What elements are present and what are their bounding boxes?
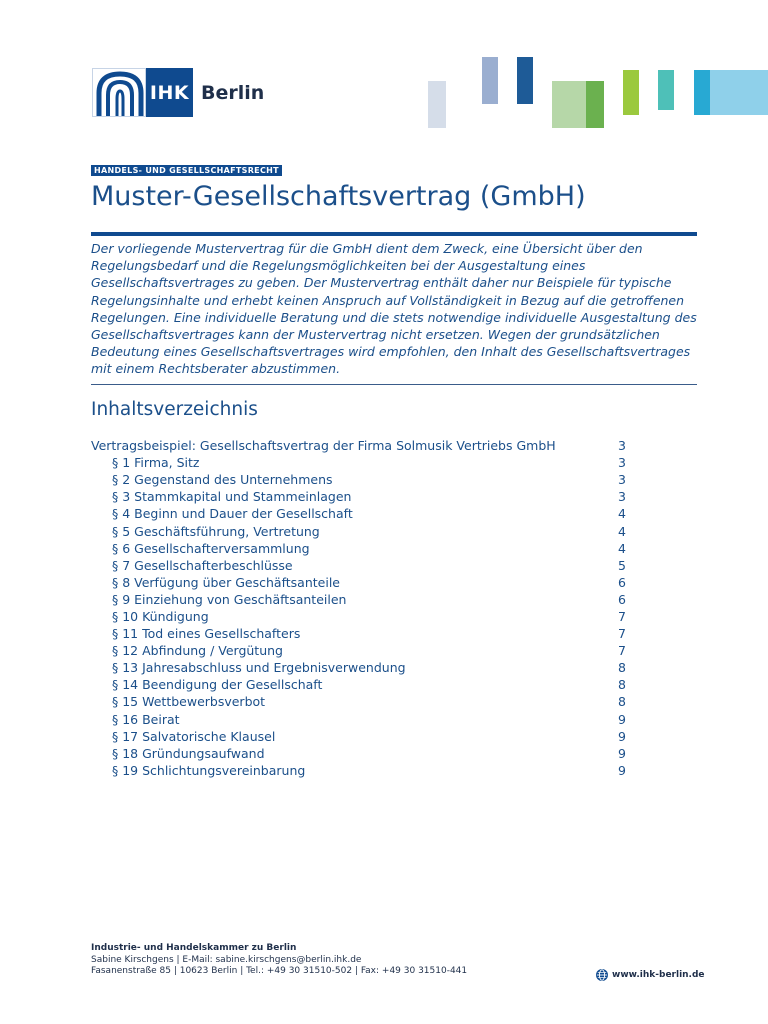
toc-heading: Inhaltsverzeichnis: [91, 399, 258, 420]
toc-entry-label[interactable]: Vertragsbeispiel: Gesellschaftsvertrag der Firma Solmusik Vertriebs GmbH: [91, 438, 556, 454]
toc-entry[interactable]: [91, 505, 631, 522]
toc-entry[interactable]: [91, 659, 631, 676]
accent-bar: [710, 70, 768, 115]
website-link[interactable]: [596, 969, 705, 981]
accent-bar: [482, 57, 498, 104]
toc-entry[interactable]: [91, 608, 631, 625]
logo-city: Berlin: [193, 68, 263, 117]
toc-entry-page: 9: [618, 745, 626, 761]
toc-entry[interactable]: [91, 437, 631, 454]
toc-entry-page: 4: [618, 523, 626, 539]
toc-entry-label[interactable]: § 3 Stammkapital und Stammeinlagen: [112, 489, 352, 505]
toc-entry-page: 4: [618, 540, 626, 556]
toc-entry-page: 9: [618, 711, 626, 727]
toc-entry-page: 7: [618, 626, 626, 642]
toc-entry-label[interactable]: § 16 Beirat: [112, 711, 180, 727]
toc-entry-label[interactable]: § 4 Beginn und Dauer der Gesellschaft: [112, 506, 353, 522]
toc-entry[interactable]: [91, 693, 631, 710]
footer: [91, 943, 467, 978]
accent-bar: [428, 81, 446, 128]
toc-entry[interactable]: [91, 557, 631, 574]
accent-bar: [658, 70, 674, 110]
toc-entry[interactable]: [91, 711, 631, 728]
website-url[interactable]: www.ihk-berlin.de: [612, 970, 705, 980]
ihk-berlin-logo: [92, 68, 263, 117]
toc-entry-page: 6: [618, 591, 626, 607]
toc-entry-label[interactable]: § 17 Salvatorische Klausel: [112, 728, 276, 744]
toc-entry-label[interactable]: § 2 Gegenstand des Unternehmens: [112, 472, 333, 488]
toc-entry-label[interactable]: § 13 Jahresabschluss und Ergebnisverwendung: [112, 660, 406, 676]
toc-entry-label[interactable]: § 12 Abfindung / Vergütung: [112, 643, 283, 659]
footer-organization: Industrie- und Handelskammer zu Berlin: [91, 943, 297, 953]
toc-entry-label[interactable]: § 18 Gründungsaufwand: [112, 745, 265, 761]
toc-entry[interactable]: [91, 454, 631, 471]
toc-entry[interactable]: [91, 642, 631, 659]
toc-entry[interactable]: [91, 471, 631, 488]
toc-entry-label[interactable]: § 1 Firma, Sitz: [112, 455, 200, 471]
accent-bar: [694, 70, 710, 115]
toc-entry[interactable]: [91, 676, 631, 693]
toc-entry[interactable]: [91, 540, 631, 557]
toc-entry[interactable]: [91, 574, 631, 591]
globe-icon: [596, 969, 608, 981]
toc-entry-label[interactable]: § 10 Kündigung: [112, 608, 209, 624]
accent-bar: [517, 57, 533, 104]
toc-entry-label[interactable]: § 5 Geschäftsführung, Vertretung: [112, 523, 320, 539]
section-label: HANDELS- UND GESELLSCHAFTSRECHT: [91, 165, 282, 176]
page-title: Muster-Gesellschaftsvertrag (GmbH): [91, 181, 586, 212]
table-of-contents: [91, 437, 631, 779]
toc-entry-page: 6: [618, 574, 626, 590]
toc-entry-label[interactable]: § 19 Schlichtungsvereinbarung: [112, 762, 306, 778]
toc-entry-label[interactable]: § 9 Einziehung von Geschäftsanteilen: [112, 591, 347, 607]
toc-entry[interactable]: [91, 745, 631, 762]
accent-bar: [623, 70, 639, 115]
toc-entry-label[interactable]: § 7 Gesellschafterbeschlüsse: [112, 557, 293, 573]
toc-entry[interactable]: [91, 762, 631, 779]
toc-entry-label[interactable]: § 14 Beendigung der Gesellschaft: [112, 677, 323, 693]
intro-divider: [91, 384, 697, 385]
toc-entry-page: 8: [618, 677, 626, 693]
toc-entry-label[interactable]: § 8 Verfügung über Geschäftsanteile: [112, 574, 340, 590]
toc-entry-page: 8: [618, 660, 626, 676]
toc-entry[interactable]: [91, 522, 631, 539]
footer-address: Fasanenstraße 85 | 10623 Berlin | Tel.: +49 30 31510-502 | Fax: +49 30 31510-441: [91, 966, 468, 977]
toc-entry-page: 7: [618, 608, 626, 624]
toc-entry-page: 3: [618, 489, 626, 505]
footer-contact: Sabine Kirschgens | E-Mail: sabine.kirschgens@berlin.ihk.de: [91, 954, 362, 965]
title-divider: [91, 232, 697, 236]
toc-entry-label[interactable]: § 6 Gesellschafterversammlung: [112, 540, 310, 556]
intro-paragraph: Der vorliegende Mustervertrag für die GmbH dient dem Zweck, eine Übersicht über den Regelungsbedarf und die Regelungsmöglichkeiten bei der Ausgestaltung eines Gesellschaftsvertrages zu geben. Der Mustervertrag enthält daher nur Beispiele für typische Regelungsinhalte und erhebt keinen Anspruch auf Vollständigkeit in Bezug auf die getroffenen Regelungen. Eine individuelle Beratung und die stets notwendige individuelle Ausgestaltung des Gesellschaftsvertrages kann der Mustervertrag nicht ersetzen. Wegen der grundsätzlichen Bedeutung eines Gesellschaftsvertrages wird empfohlen, den Inhalt des Gesellschaftsvertrages mit einem Rechtsberater abzustimmen.: [91, 241, 697, 377]
toc-entry[interactable]: [91, 728, 631, 745]
logo-brand: IHK: [146, 68, 193, 117]
toc-entry-label[interactable]: § 11 Tod eines Gesellschafters: [112, 626, 301, 642]
toc-entry-page: 8: [618, 694, 626, 710]
accent-bar: [586, 81, 604, 128]
toc-entry-page: 3: [618, 472, 626, 488]
accent-bar: [552, 81, 586, 128]
toc-entry[interactable]: [91, 591, 631, 608]
toc-entry-page: 9: [618, 728, 626, 744]
toc-entry-page: 3: [618, 438, 626, 454]
toc-entry[interactable]: [91, 625, 631, 642]
toc-entry-page: 5: [618, 557, 626, 573]
toc-entry-page: 4: [618, 506, 626, 522]
logo-arch-icon: [92, 68, 146, 117]
toc-entry-page: 7: [618, 643, 626, 659]
toc-entry-label[interactable]: § 15 Wettbewerbsverbot: [112, 694, 266, 710]
toc-entry[interactable]: [91, 488, 631, 505]
toc-entry-page: 9: [618, 762, 626, 778]
toc-entry-page: 3: [618, 455, 626, 471]
